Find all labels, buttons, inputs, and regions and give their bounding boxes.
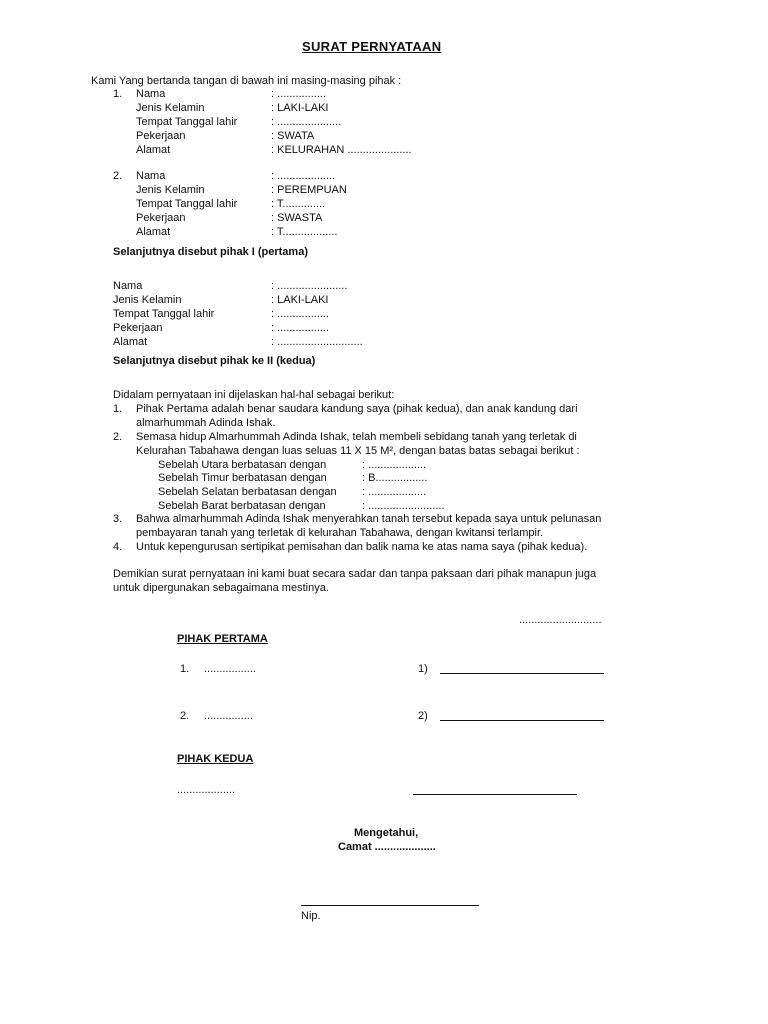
party2-value-birth: : T.............. bbox=[271, 198, 326, 210]
second-party-heading: PIHAK KEDUA bbox=[177, 753, 254, 765]
party1-value-birth: : ..................... bbox=[271, 116, 342, 128]
party1-value-job: : SWATA bbox=[271, 130, 315, 142]
party1-value-gender: : LAKI-LAKI bbox=[271, 102, 329, 114]
border-east-label: Sebelah Timur berbatasan dengan bbox=[158, 472, 327, 484]
party1-number: 1. bbox=[113, 88, 123, 100]
party2-value-name: : ................... bbox=[271, 170, 336, 182]
party3-label-job: Pekerjaan bbox=[113, 322, 163, 334]
sig1-line-number: 1) bbox=[418, 663, 428, 675]
border-west-label: Sebelah Barat berbatasan dengan bbox=[158, 500, 326, 512]
acknowledge-label: Mengetahui, bbox=[354, 827, 419, 839]
border-west-value: : ......................... bbox=[362, 500, 445, 512]
party1-label-address: Alamat bbox=[136, 144, 171, 156]
party2-label-address: Alamat bbox=[136, 226, 171, 238]
party2-label-birth: Tempat Tanggal lahir bbox=[136, 198, 238, 210]
point3-number: 3. bbox=[113, 513, 123, 525]
sig3-line bbox=[413, 784, 577, 799]
border-north-label: Sebelah Utara berbatasan dengan bbox=[158, 459, 327, 471]
party3-label-birth: Tempat Tanggal lahir bbox=[113, 308, 215, 320]
party1-label-birth: Tempat Tanggal lahir bbox=[136, 116, 238, 128]
closing-line2: untuk dipergunakan sebagaimana mestinya. bbox=[113, 582, 329, 594]
party2-value-address: : T.................. bbox=[271, 226, 338, 238]
party3-value-job: : ................. bbox=[271, 322, 330, 334]
border-east-value: : B................. bbox=[362, 472, 428, 484]
explain-intro: Didalam pernyataan ini dijelaskan hal-hal sebagai berikut: bbox=[113, 389, 395, 401]
party3-value-gender: : LAKI-LAKI bbox=[271, 294, 329, 306]
sig1-number: 1. bbox=[180, 663, 190, 675]
party1-label-job: Pekerjaan bbox=[136, 130, 186, 142]
sig2-line bbox=[440, 710, 604, 725]
point2-line2: Kelurahan Tabahawa dengan luas seluas 11 X 15 M², dengan batas batas sebagai berikut : bbox=[136, 445, 580, 457]
party1-label-name: Nama bbox=[136, 88, 166, 100]
closing-line1: Demikian surat pernyataan ini kami buat secara sadar dan tanpa paksaan dari pihak manapun juga bbox=[113, 568, 597, 580]
first-party-heading: PIHAK PERTAMA bbox=[177, 633, 268, 645]
point2-line1: Semasa hidup Almarhummah Adinda Ishak, telah membeli sebidang tanah yang terletak di bbox=[136, 431, 577, 443]
party2-label-gender: Jenis Kelamin bbox=[136, 184, 205, 196]
party1-label-gender: Jenis Kelamin bbox=[136, 102, 205, 114]
border-north-value: : ................... bbox=[362, 459, 427, 471]
intro-text: Kami Yang bertanda tangan di bawah ini masing-masing pihak : bbox=[91, 75, 402, 87]
party3-value-birth: : ................. bbox=[271, 308, 330, 320]
point4-number: 4. bbox=[113, 541, 123, 553]
sig2-line-number: 2) bbox=[418, 710, 428, 722]
sig1-name: ................. bbox=[204, 663, 256, 675]
sig2-name: ................ bbox=[204, 710, 253, 722]
nip-signature-line bbox=[301, 895, 479, 910]
party2-label-job: Pekerjaan bbox=[136, 212, 186, 224]
sig3-name: ................... bbox=[177, 784, 236, 796]
first-party-note: Selanjutnya disebut pihak I (pertama) bbox=[113, 246, 308, 258]
party2-label-name: Nama bbox=[136, 170, 166, 182]
border-south-label: Sebelah Selatan berbatasan dengan bbox=[158, 486, 337, 498]
point4-line1: Untuk kepengurusan sertipikat pemisahan dan balik nama ke atas nama saya (pihak kedua). bbox=[136, 541, 588, 553]
party2-value-job: : SWASTA bbox=[271, 212, 323, 224]
party3-label-gender: Jenis Kelamin bbox=[113, 294, 182, 306]
party3-value-address: : ............................ bbox=[271, 336, 363, 348]
party1-value-address: : KELURAHAN ..................... bbox=[271, 144, 412, 156]
point1-line1: Pihak Pertama adalah benar saudara kandung saya (pihak kedua), dan anak kandung dari bbox=[136, 403, 578, 415]
party3-label-name: Nama bbox=[113, 280, 143, 292]
party2-number: 2. bbox=[113, 170, 123, 182]
date-place: ........................... bbox=[519, 614, 602, 626]
point1-line2: almarhummah Adinda Ishak. bbox=[136, 417, 276, 429]
border-south-value: : ................... bbox=[362, 486, 427, 498]
second-party-note: Selanjutnya disebut pihak ke II (kedua) bbox=[113, 355, 316, 367]
party2-value-gender: : PEREMPUAN bbox=[271, 184, 347, 196]
sig2-number: 2. bbox=[180, 710, 190, 722]
nip-label: Nip. bbox=[301, 910, 321, 922]
point3-line1: Bahwa almarhummah Adinda Ishak menyerahkan tanah tersebut kepada saya untuk pelunasan bbox=[136, 513, 602, 525]
point2-number: 2. bbox=[113, 431, 123, 443]
point3-line2: pembayaran tanah yang terletak di kelurahan Tabahawa, dengan kwitansi terlampir. bbox=[136, 527, 544, 539]
party3-value-name: : ....................... bbox=[271, 280, 348, 292]
camat-label: Camat .................... bbox=[338, 841, 436, 853]
point1-number: 1. bbox=[113, 403, 123, 415]
party3-label-address: Alamat bbox=[113, 336, 148, 348]
sig1-line bbox=[440, 663, 604, 678]
document-title: SURAT PERNYATAAN bbox=[302, 39, 442, 54]
party1-value-name: : ................ bbox=[271, 88, 327, 100]
